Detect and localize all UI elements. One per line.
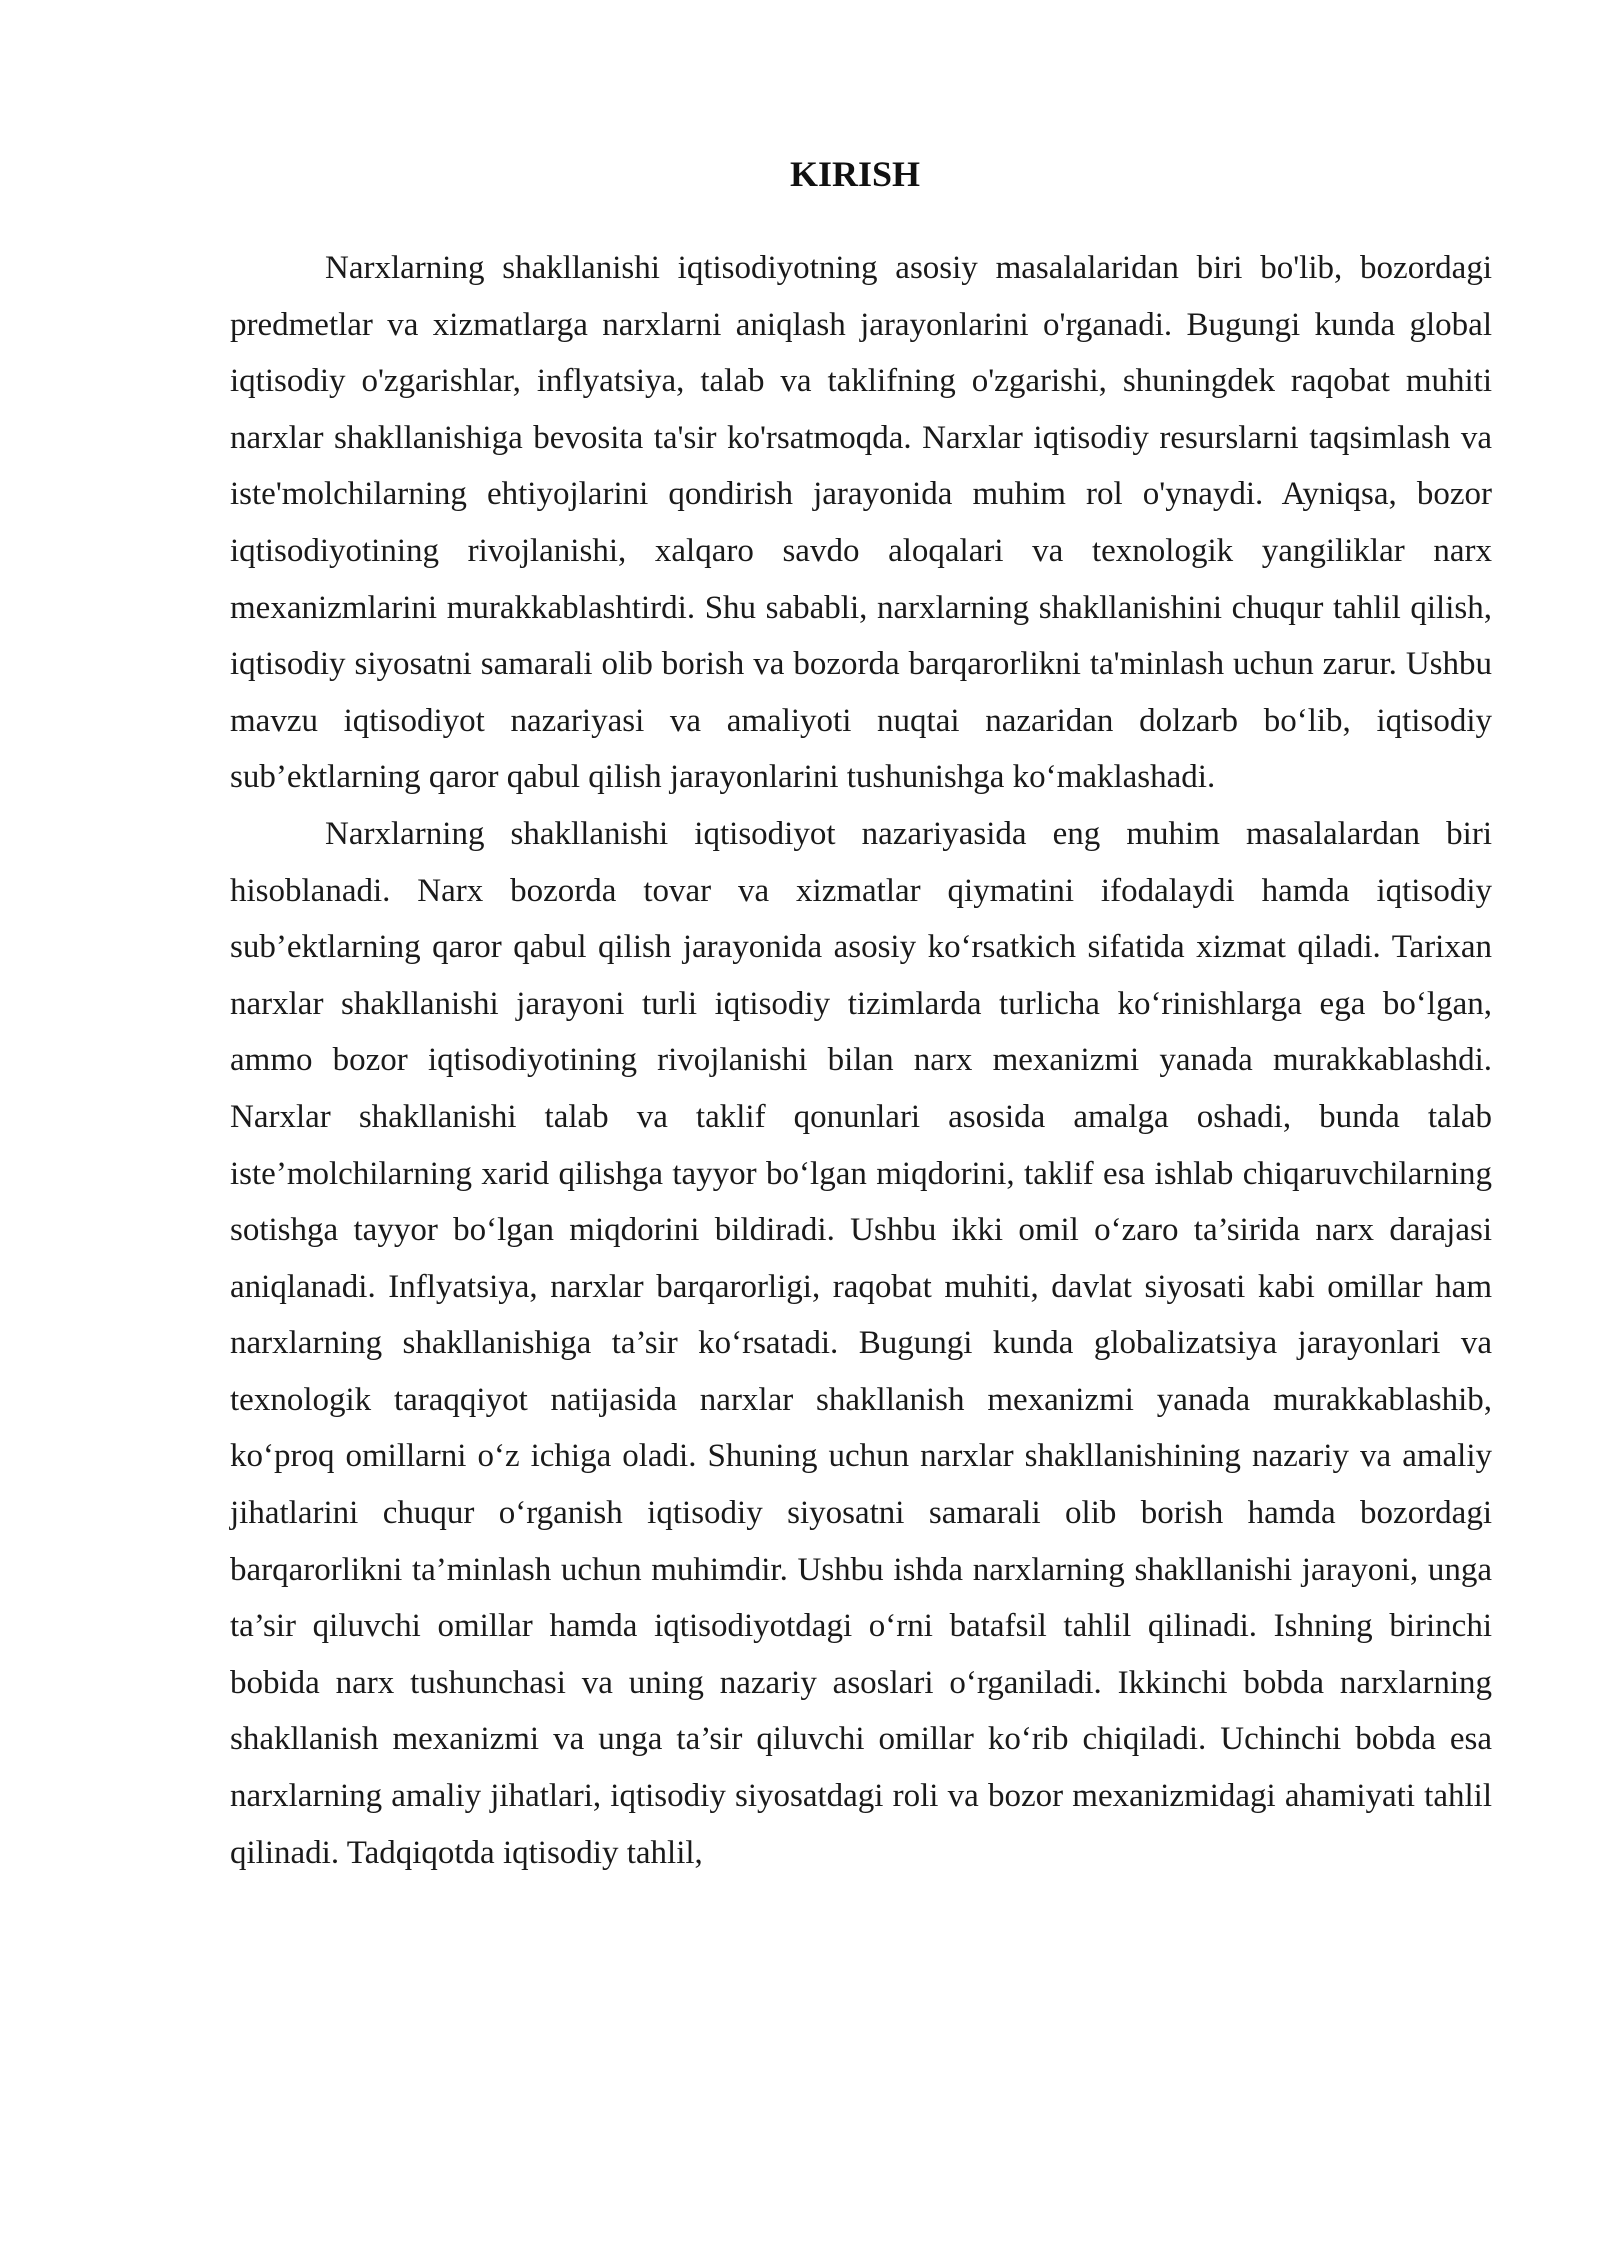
paragraph-main: Narxlarning shakllanishi iqtisodiyot nazariyasida eng muhim masalalardan biri hisoblanadi. Narx bozorda tovar va xizmatlar qiymatini ifodalaydi hamda iqtisodiy sub’ektlarning qaror qabul qilish jarayonida asosiy ko‘rsatkich sifatida xizmat qiladi. Tarixan narxlar shakllanishi jarayoni turli iqtisodiy tizimlarda turlicha ko‘rinishlarga ega bo‘lgan, ammo bozor iqtisodiyotining rivojlanishi bilan narx mexanizmi yanada murakkablashdi. Narxlar shakllanishi talab va taklif qonunlari asosida amalga oshadi, bunda talab iste’molchilarning xarid qilishga tayyor bo‘lgan miqdorini, taklif esa ishlab chiqaruvchilarning sotishga tayyor bo‘lgan miqdorini bildiradi. Ushbu ikki omil o‘zaro ta’sirida narx darajasi aniqlanadi. Inflyatsiya, narxlar barqarorligi, raqobat muhiti, davlat siyosati kabi omillar ham narxlarning shakllanishiga ta’sir ko‘rsatadi. Bugungi kunda globalizatsiya jarayonlari va texnologik taraqqiyot natijasida narxlar shakllanish mexanizmi yanada murakkablashib, ko‘proq omillarni o‘z ichiga oladi. Shuning uchun narxlar shakllanishining nazariy va amaliy jihatlarini chuqur o‘rganish iqtisodiy siyosatni samarali olib borish hamda bozordagi barqarorlikni ta’minlash uchun muhimdir. Ushbu ishda narxlarning shakllanishi jarayoni, unga ta’sir qiluvchi omillar hamda iqtisodiyotdagi o‘rni batafsil tahlil qilinadi. Ishning birinchi bobida narx tushunchasi va uning nazariy asoslari o‘rganiladi. Ikkinchi bobda narxlarning shakllanish mexanizmi va unga ta’sir qiluvchi omillar ko‘rib chiqiladi. Uchinchi bobda esa narxlarning amaliy jihatlari, iqtisodiy siyosatdagi roli va bozor mexanizmidagi ahamiyati tahlil qilinadi. Tadqiqotda iqtisodiy tahlil, bbox=[230, 815, 1492, 1871]
paragraph-intro: Narxlarning shakllanishi iqtisodiyotning asosiy masalalaridan biri bo'lib, bozordagi predmetlar va xizmatlarga narxlarni aniqlash jarayonlarini o'rganadi. Bugungi kunda global iqtisodiy o'zgarishlar, inflyatsiya, talab va taklifning o'zgarishi, shuningdek raqobat muhiti narxlar shakllanishiga bevosita ta'sir ko'rsatmoqda. Narxlar iqtisodiy resurslarni taqsimlash va iste'molchilarning ehtiyojlarini qondirish jarayonida muhim rol o'ynaydi. Ayniqsa, bozor iqtisodiyotining rivojlanishi, xalqaro savdo aloqalari va texnologik yangiliklar narx mexanizmlarini murakkablashtirdi. Shu sababli, narxlarning shakllanishini chuqur tahlil qilish, iqtisodiy siyosatni samarali olib borish va bozorda barqarorlikni ta'minlash uchun zarur. Ushbu mavzu iqtisodiyot nazariyasi va amaliyoti nuqtai nazaridan dolzarb bo‘lib, iqtisodiy sub’ektlarning qaror qabul qilish jarayonlarini tushunishga ko‘maklashadi. bbox=[230, 250, 1492, 796]
body-text bbox=[230, 240, 1492, 1881]
page-title: KIRISH bbox=[789, 154, 921, 194]
